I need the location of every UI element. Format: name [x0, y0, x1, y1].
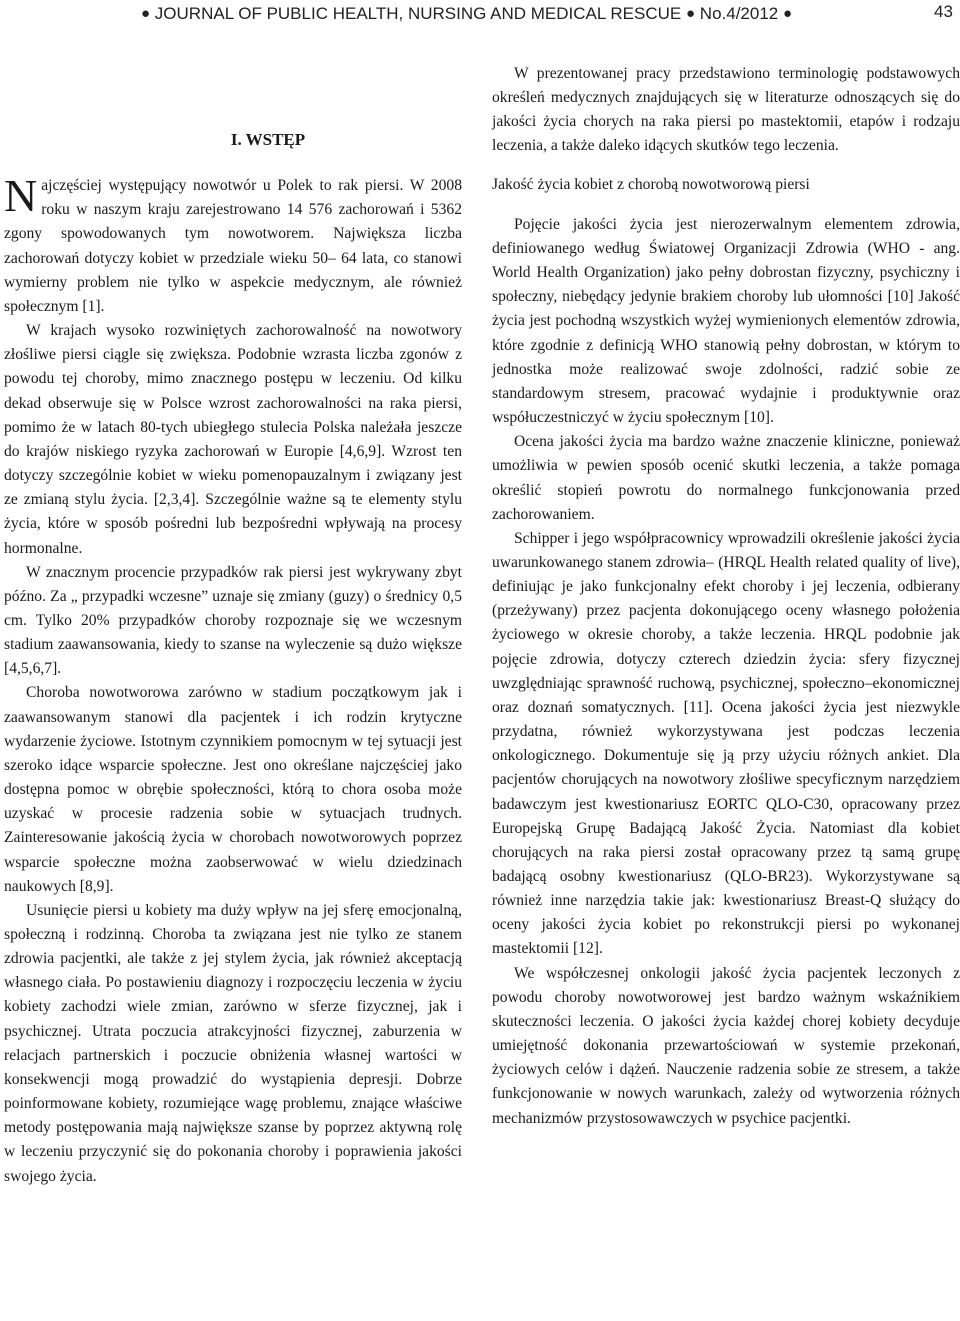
spacer — [492, 197, 960, 213]
paragraph: Pojęcie jakości życia jest nierozerwalnym elementem zdrowia, definiowanego według Światowej Organizacji Zdrowia (WHO - ang. World Health Organization) jako pełny dobrostan fizyczny, psychiczny i społeczny, niebędący jedynie brakiem choroby lub ułomności [10] Jakość życia jest pochodną wszystkich wyżej wymienionych elementów zdrowia, które zgodnie z definicją WHO stanowią pełny dobrostan, w którym to jednostka może realizować swoje zdolności, radzić sobie ze standardowym stresem, pracować wydajnie i produktywnie oraz współuczestniczyć w życiu społecznym [10]. — [492, 215, 960, 427]
paragraph-text: ajczęściej występujący nowotwór u Polek to rak piersi. W 2008 roku w naszym kraju zarejestrowano 14 576 zachorowań i 5362 zgony spowodowanych tym nowotworem. Największa liczba zachorowań dotyczy kobiet w przedziale wieku 50– 64 lata, co stanowi wymierny problem nie tylko w aspekcie medycznym, ale również społecznym [1]. — [4, 177, 462, 315]
section-title: I. WSTĘP — [230, 130, 306, 149]
paragraph — [4, 170, 462, 319]
paragraph: W prezentowanej pracy przedstawiono terminologię podstawowych określeń medycznych znajdujących się w literaturze odnoszących się do jakości życia chorych na raka piersi po mastektomii, etapów i rodzaju leczenia, a także daleko idących skutków tego leczenia. — [492, 65, 960, 155]
spacer — [492, 159, 960, 173]
paragraph: We współczesnej onkologii jakość życia pacjentek leczonych z powodu choroby nowotworowej jest bardzo ważnym wskaźnikiem skuteczności leczenia. O jakości życia każdej chorej kobiety decyduje umiejętność dokonania przewartościowań w systemie przekonań, życiowych celów i dążeń. Nauczenie radzenia sobie ze stresem, a także funkcjonowanie w nowych warunkach, zależy od wytworzenia różnych mechanizmów przystosowawczych w psychice pacjentki. — [492, 964, 960, 1127]
paragraph: Schipper i jego współpracownicy wprowadzili określenie jakości życia uwarunkowanego stanem zdrowia– (HRQL Health related quality of live), definiując je jako funkcjonalny efekt choroby i jej leczenia, odbierany (przeżywany) przez pacjenta dokonującego oceny własnego położenia życiowego w okresie choroby, a także leczenia. HRQL podobnie jak pojęcie zdrowia, dotyczy czterech dziedzin życia: sfery fizycznej uwzględniając sprawność ruchową, psychicznej, społeczno–ekonomicznej oraz doznań somatycznych. [11]. Ocena jakości życia jest niezwykle przydatna, również wykorzystywana jest podczas leczenia onkologicznego. Dokumentuje się ją przy użyciu różnych ankiet. Dla pacjentów chorujących na nowotwory złośliwe specyficznym narzędziem badawczym jest kwestionariusz EORTC QLO-C30, opracowany przez Europejską Grupę Badającą Jakość Życia. Natomiast dla kobiet chorujących na raka piersi został opracowany przez tą samą grupę badającą osobny kwestionariusz (QLO-BR23). Wykorzystywane są również inne narzędzia takie jak: kwestionariusz Breast-Q służący do oceny jakości życia kobiet po rekonstrukcji piersi po wykonanej mastektomii [12]. — [492, 529, 960, 958]
spacer — [4, 62, 462, 128]
paragraph: W krajach wysoko rozwiniętych zachorowalność na nowotwory złośliwe piersi ciągle się zwiększa. Podobnie wzrasta liczba zgonów z powodu tej choroby, mimo znacznego postępu w leczeniu. Od kilku dekad obserwuje się w Polsce wzrost zachorowalności na raka piersi, pomimo że w latach 80-tych ubiegłego stulecia Polska należała jeszcze do krajów niskiego ryzyka zachorowań w Europie [4,6,9]. Wzrost ten dotyczy szczególnie kobiet w wieku pomenopauzalnym i związany jest ze zmianą stylu życia. [2,3,4]. Szczególnie ważne są te elementy stylu życia, które w sposób pośredni lub bezpośredni wpływają na procesy hormonalne. — [4, 322, 462, 557]
subheading: Jakość życia kobiet z chorobą nowotworową piersi — [492, 175, 810, 193]
page-number: 43 — [934, 2, 953, 21]
paragraph: Choroba nowotworowa zarówno w stadium początkowym jak i zaawansowanym stanowi dla pacjentek i ich rodzin krytyczne wydarzenie życiowe. Istotnym czynnikiem pomocnym w tej sytuacji jest szeroko idące wsparcie społeczne. Jest ono określane najczęściej jako dostępna pomoc w obrębie społeczności, którą to chora osoba może uzyskać w procesie radzenia sobie w sytuacjach trudnych. Zainteresowanie jakością życia w chorobach nowotworowych poprzez wsparcie społeczne można zaobserwować w wielu dziedzinach naukowych [8,9]. — [4, 684, 462, 895]
paragraph: W znacznym procencie przypadków rak piersi jest wykrywany zbyt późno. Za „ przypadki wczesne” uznaje się zmiany (guzy) o średnicy 0,5 cm. Tylko 20% przypadków choroby rozpoznaje się we wczesnym stadium zaawansowania, kiedy to szanse na wyleczenie są dużo większe [4,5,6,7]. — [4, 563, 462, 678]
running-header — [0, 0, 960, 30]
journal-title: JOURNAL OF PUBLIC HEALTH, NURSING AND MEDICAL RESCUE — [154, 4, 682, 23]
drop-cap: N — [4, 170, 38, 222]
paragraph: Usunięcie piersi u kobiety ma duży wpływ na jej sferę emocjonalną, społeczną i rodzinną. Choroba ta związana jest nie tylko ze stanem zdrowia pacjentki, ale także z jej stylem życia, jak również akceptacją własnego ciała. Po postawieniu diagnozy i rozpoczęciu leczenia w życiu kobiety zachodzi wiele zmian, zarówno w sferze fizycznej, jak i psychicznej. Utrata poczucia atrakcyjności fizycznej, zaburzenia w relacjach partnerskich i poczucie obniżenia własnej wartości w konsekwencji mogą prowadzić do wystąpienia depresji. Dobrze poinformowane kobiety, rozumiejące wagę problemu, znające właściwe metody postępowania mają największe szanse by poprzez aktywną rolę w leczeniu przyczynić się do pokonania choroby i poprawienia jakości swojego życia. — [4, 901, 462, 1185]
bullet-icon: ● — [782, 5, 793, 22]
bullet-icon: ● — [686, 5, 696, 22]
spacer — [4, 152, 462, 174]
issue-number: No.4/2012 — [699, 4, 779, 23]
bullet-icon: ● — [141, 5, 151, 22]
paragraph: Ocena jakości życia ma bardzo ważne znaczenie kliniczne, ponieważ umożliwia w pewien sposób ocenić skutki leczenia, a także pomaga określić stopień powrotu do normalnego funkcjonowania przed zachorowaniem. — [492, 433, 960, 523]
left-column — [4, 62, 462, 1189]
right-column — [492, 62, 960, 1131]
journal-title-line — [141, 4, 792, 24]
